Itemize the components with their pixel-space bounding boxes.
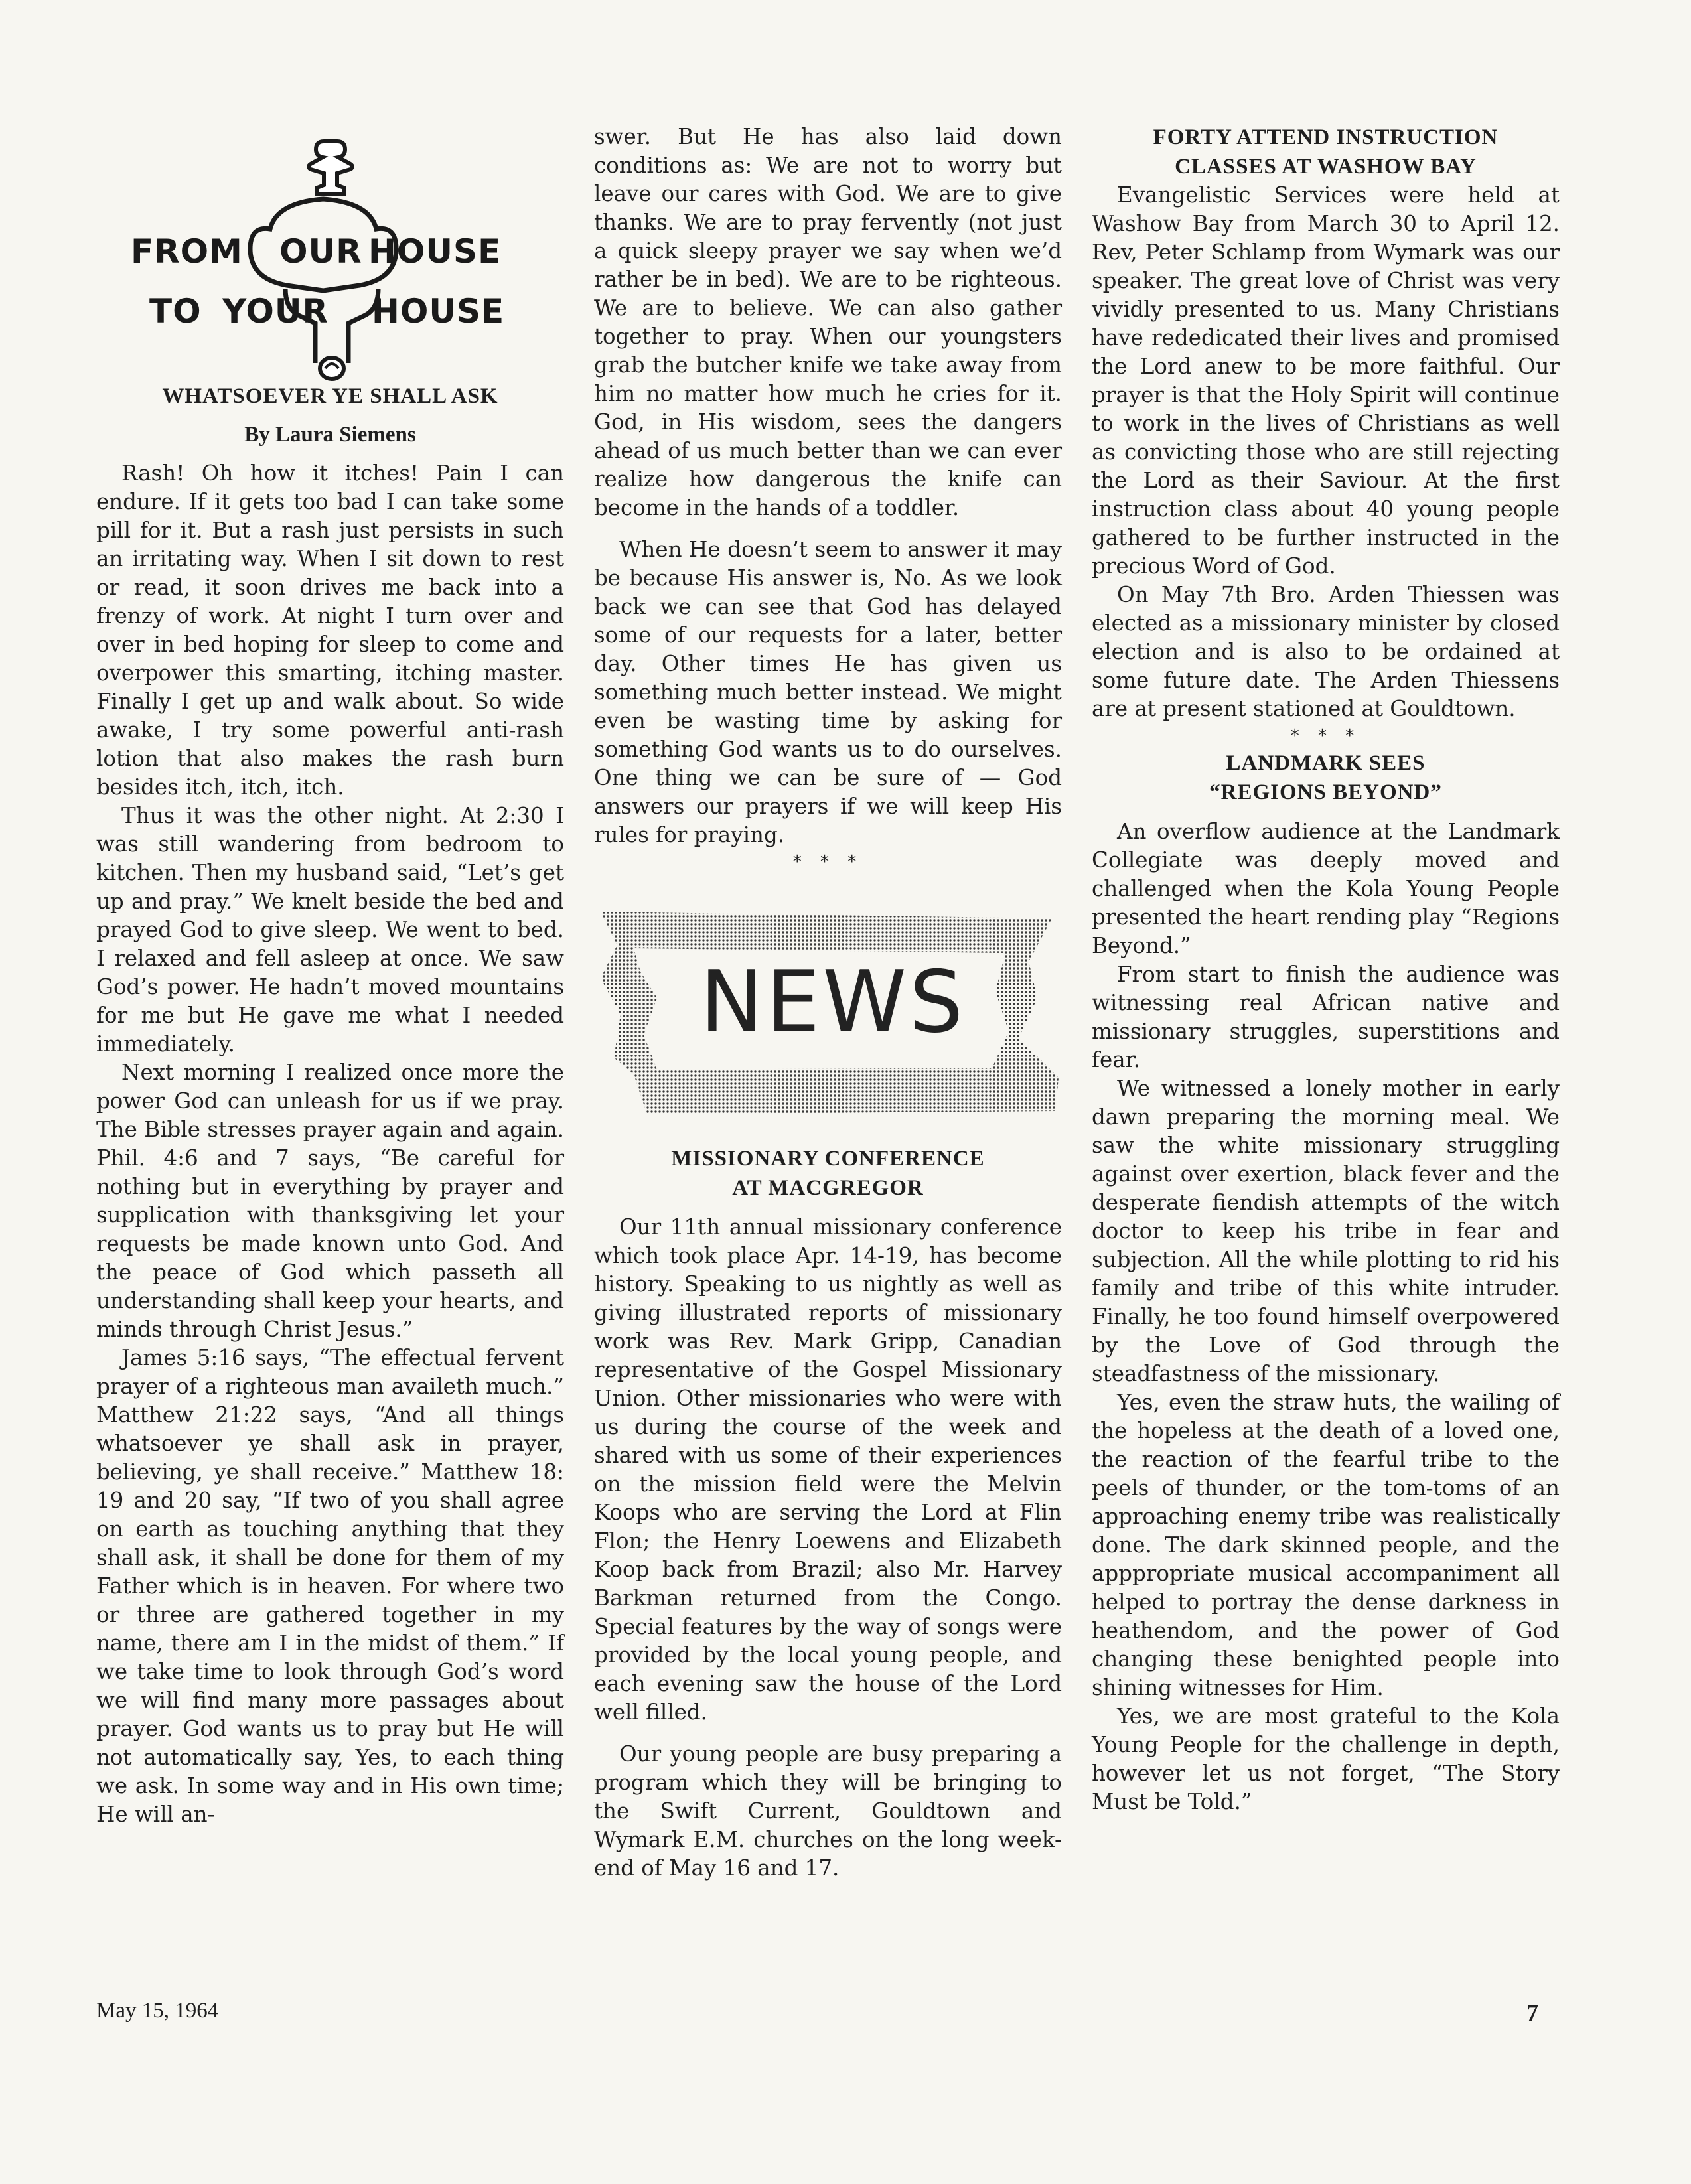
article1-paragraph-3: Next morning I realized once more the power God can unleash for us if we pray. The Bible stresses prayer again and again. Phil. 4:6 and 7 says, “Be careful for nothing but in everything by prayer and supplication with thanksgiving let your requests be made known unto God. And the peace of God which passeth all understanding shall keep your hearts, and minds through Christ Jesus.” xyxy=(96,1060,564,1342)
article1-paragraph-4: James 5:16 says, “The effectual fervent prayer of a righteous man availeth much.” Matthew 21:22 says, “And all things whatsoever ye shall ask in prayer, believing, ye shall receive.” Matthew 18: 19 and 20 say, “If two of you shall agree on earth as touching anything that they shall ask, it shall be done for them of my Father which is in heaven. For where two or three are gathered together in my name, there am I in the midst of them.” If we take time to look through God’s word we will find many more passages about prayer. God wants us to pray but He will not automatically say, Yes, to each thing we ask. In some way and in His own time; He will an- xyxy=(96,1345,564,1827)
article2-paragraph-1: Our 11th annual missionary conference which took place Apr. 14-19, has become history. Speaking to us nightly as well as giving illustrated reports of missionary work was Rev. Mark Gripp, Canadian representative of the Gospel Missionary Union. Other missionaries who were with us during the course of the week and shared with us some of their experiences on the mission field were the Melvin Koops who are serving the Lord at Flin Flon; the Henry Loewens and Elizabeth Koop back from Brazil; also Mr. Harvey Barkman returned from the Congo. Special features by the way of songs were provided by the local young people, and each evening saw the house of the Lord well filled. xyxy=(594,1214,1062,1725)
article1-paragraph-5: swer. But He has also laid down conditions as: We are not to worry but leave our cares with God. We are to give thanks. We are to pray fervently (not just a quick sleepy prayer we say when we’d rather be in bed). We are to be righteous. We are to believe. We can also gather together to pray. When our youngsters grab the butcher knife we take away from him no matter how much he cries for it. God, in His wisdom, sees the dangers ahead of us much better than we can ever realize how dangerous the knife can become in the hands of a toddler. xyxy=(594,124,1062,520)
from-our-house-logo xyxy=(96,123,564,382)
logo-word-to: TO xyxy=(149,292,202,330)
footer-date: May 15, 1964 xyxy=(96,1999,219,2023)
column-right xyxy=(1092,123,1560,1816)
section-separator: * * * xyxy=(792,852,863,872)
article-title-whatsoever: WHATSOEVER YE SHALL ASK xyxy=(162,384,498,408)
article3-paragraph-2: On May 7th Bro. Arden Thiessen was elected as a missionary minister by closed election and is also to be ordained at some future date. The Arden Thiessens are at present stationed at Gouldtown. xyxy=(1092,582,1560,721)
news-banner xyxy=(594,899,1062,1124)
article-title-landmark-line1: LANDMARK SEES xyxy=(1226,751,1426,775)
article-title-forty-line1: FORTY ATTEND INSTRUCTION xyxy=(1153,125,1499,149)
article-byline: By Laura Siemens xyxy=(244,423,416,447)
article1-paragraph-2: Thus it was the other night. At 2:30 I was still wandering from bedroom to kitchen. Then my husband said, “Let’s get up and pray.” We knelt beside the bed and prayed God to give sleep. We went to bed. I relaxed and fell asleep at once. We saw God’s power. He hadn’t moved mountains for me but He gave me what I needed immediately. xyxy=(96,803,564,1056)
column-middle xyxy=(594,123,1062,1883)
news-banner-text: NEWS xyxy=(699,953,966,1052)
logo-word-house-2: HOUSE xyxy=(372,292,505,330)
article4-paragraph-2: From start to finish the audience was witnessing real African native and missionary struggles, superstitions and fear. xyxy=(1092,962,1560,1072)
article-title-forty-line2: CLASSES AT WASHOW BAY xyxy=(1175,155,1477,179)
article4-paragraph-5: Yes, we are most grateful to the Kola Young People for the challenge in depth, however let us not forget, “The Story Must be Told.” xyxy=(1092,1704,1560,1814)
logo-word-from: FROM xyxy=(131,232,243,271)
logo-word-our: OUR xyxy=(279,232,362,271)
article4-paragraph-4: Yes, even the straw huts, the wailing of the hopeless at the death of a loved one, the reaction of the fearful tribe to the peels of thunder, or the tom-toms of an approaching enemy tribe was realistically done. The dark skinned people, and the apppropriate musical accompaniment all helped to portray the dense darkness in heathendom, and the power of God changing these benighted people into shining witnesses for Him. xyxy=(1092,1390,1560,1700)
column-left xyxy=(96,123,564,1829)
article3-paragraph-1: Evangelistic Services were held at Washow Bay from March 30 to April 12. Rev, Peter Schlamp from Wymark was our speaker. The great love of Christ was very vividly presented to us. Many Christians have rededicated their lives and promised the Lord anew to be more faithful. Our prayer is that the Holy Spirit will continue to work in the lives of Christians as well as convicting those who are still rejecting the Lord as their Saviour. At the first instruction class about 40 young people gathered to be further instructed in the precious Word of God. xyxy=(1092,182,1560,579)
article-title-landmark-line2: “REGIONS BEYOND” xyxy=(1209,780,1442,804)
article4-paragraph-1: An overflow audience at the Landmark Collegiate was deeply moved and challenged when the Kola Young People presented the heart rending play “Regions Beyond.” xyxy=(1092,819,1560,958)
section-separator-2: * * * xyxy=(1290,726,1361,746)
logo-word-your: YOUR xyxy=(222,292,329,330)
article-title-missionary-line1: MISSIONARY CONFERENCE xyxy=(671,1147,985,1171)
logo-word-house-1: HOUSE xyxy=(368,232,502,271)
article2-paragraph-2: Our young people are busy preparing a program which they will be bringing to the Swift Current, Gouldtown and Wymark E.M. churches on the long week-end of May 16 and 17. xyxy=(594,1741,1062,1881)
article1-paragraph-1: Rash! Oh how it itches! Pain I can endure. If it gets too bad I can take some pill for it. But a rash just persists in such an irritating way. When I sit down to rest or read, it soon drives me back into a frenzy of work. At night I turn over and over in bed hoping for sleep to come and overpower this smarting, itching master. Finally I get up and walk about. So wide awake, I try some powerful anti-rash lotion that also makes the rash burn besides itch, itch, itch. xyxy=(96,461,564,800)
article-title-missionary-line2: AT MACGREGOR xyxy=(732,1176,924,1200)
article4-paragraph-3: We witnessed a lonely mother in early dawn preparing the morning meal. We saw the white missionary struggling against over exertion, black fever and the desperate fiendish attempts of the witch doctor to keep his tribe in fear and subjection. All the while plotting to rid his family and tribe of this white intruder. Finally, he too found himself overpowered by the Love of God through the steadfastness of the missionary. xyxy=(1092,1076,1560,1386)
article1-paragraph-6: When He doesn’t seem to answer it may be because His answer is, No. As we look back we can see that God has delayed some of our requests for a later, better day. Other times He has given us something much better instead. We might even be wasting time by asking for something God wants us to do ourselves. One thing we can be sure of — God answers our prayers if we will keep His rules for praying. xyxy=(594,537,1062,847)
footer-page-number: 7 xyxy=(1526,2000,1538,2026)
